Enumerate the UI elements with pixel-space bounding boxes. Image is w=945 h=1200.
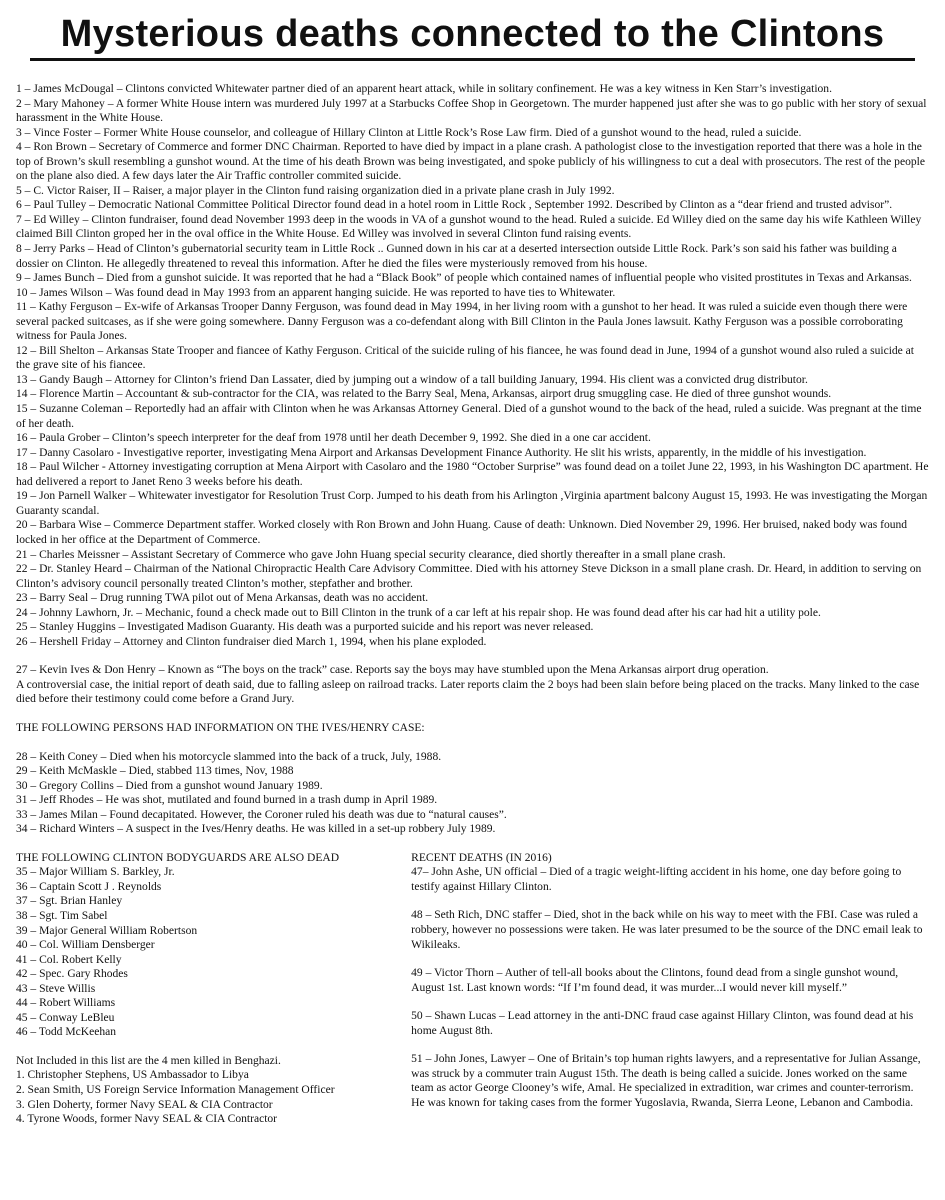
list-item: 8 – Jerry Parks – Head of Clinton’s gubernatorial security team in Little Rock .. Gunned down in his car at a deserted intersection outside Little Rock. Park’s son said his father was building a dossier on Clinton. He allegedly threatened to reveal this information. After he died the files were mysteriously removed from his house. [16, 243, 897, 270]
list-item-continued: A controversial case, the initial report of death said, due to falling asleep on railroad tracks. Later reports claim the 2 boys had been slain before being placed on the tracks. Many linked to the case died before their testimony could come before a Grand Jury. [16, 678, 920, 706]
list-item: 1. Christopher Stephens, US Ambassador to Libya [16, 1069, 249, 1082]
list-item: 39 – Major General William Robertson [16, 924, 198, 937]
list-item: 30 – Gregory Collins – Died from a gunshot wound January 1989. [16, 779, 323, 792]
list-item: 18 – Paul Wilcher - Attorney investigating corruption at Mena Airport with Casolaro and the 1980 “October Surprise” was found dead on a toilet June 22, 1993, in his Washington DC apartment. He had delivered a report to Janet Reno 3 weeks before his death. [16, 461, 929, 488]
ives-list [16, 750, 929, 837]
list-item: 41 – Col. Robert Kelly [16, 953, 122, 966]
list-item: 34 – Richard Winters – A suspect in the Ives/Henry deaths. He was killed in a set-up robbery July 1989. [16, 823, 496, 836]
list-item: 22 – Dr. Stanley Heard – Chairman of the National Chiropractic Health Care Advisory Committee. Died with his attorney Steve Dickson in a small plane crash. Dr. Heard, in addition to serving on Clinton’s advisory council personally treated Clinton’s mother, stepfather and brother. [16, 563, 922, 590]
list-item: 6 – Paul Tulley – Democratic National Committee Political Director found dead in a hotel room in Little Rock , September 1992. Described by Clinton as a “dear friend and trusted advisor”. [16, 199, 893, 212]
list-item: 7 – Ed Willey – Clinton fundraiser, found dead November 1993 deep in the woods in VA of a gunshot wound to the head. Ruled a suicide. Ed Willey died on the same day his wife Kathleen Willey claimed Bill Clinton groped her in the oval office in the White House. Ed Willey was involved in several Clinton fund raising events. [16, 213, 922, 241]
list-item: 26 – Hershell Friday – Attorney and Clinton fundraiser died March 1, 1994, when his plane exploded. [16, 635, 487, 648]
list-item: 9 – James Bunch – Died from a gunshot suicide. It was reported that he had a “Black Book” of people which contained names of influential people who visited prostitutes in Texas and Arkansas. [16, 272, 912, 285]
list-item: 38 – Sgt. Tim Sabel [16, 909, 108, 922]
benghazi-intro: Not Included in this list are the 4 men killed in Benghazi. [16, 1054, 281, 1067]
list-item: 2 – Mary Mahoney – A former White House intern was murdered July 1997 at a Starbucks Coffee Shop in Georgetown. The murder happened just after she was to go public with her story of sexual harassment in the White House. [16, 97, 927, 125]
list-item: 2. Sean Smith, US Foreign Service Information Management Officer [16, 1084, 335, 1096]
list-item: 11 – Kathy Ferguson – Ex-wife of Arkansas Trooper Danny Ferguson, was found dead in May 1994, in her living room with a gunshot to her head. It was ruled a suicide even though there were several packed suitcases, as if she were going somewhere. Danny Ferguson was a co-defendant along with Bill Clinton in the Paula Jones lawsuit. Kathy Ferguson was a possible corroborating witness for Paula Jones. [16, 301, 908, 343]
list-item: 3 – Vince Foster – Former White House counselor, and colleague of Hillary Clinton at Little Rock’s Rose Law firm. Died of a gunshot wound to the head, ruled a suicide. [16, 126, 802, 139]
page-title: Mysterious deaths connected to the Clintons [60, 13, 885, 55]
list-item: 50 – Shawn Lucas – Lead attorney in the anti-DNC fraud case against Hillary Clinton, was found dead at his home August 8th. [411, 1010, 914, 1037]
list-item: 51 – John Jones, Lawyer – One of Britain’s top human rights lawyers, and a representative for Julian Assange, was struck by a commuter train August 15th. The death is being called a suicide. Jones worked on the same team as actor George Clooney’s wife, Amal. He specialized in extradition, war crimes and counter-terrorism. He was known for taking cases from the former Yugoslavia, Rwanda, Sierra Leone, Lebanon and Cambodia. [411, 1053, 921, 1109]
list-item: 28 – Keith Coney – Died when his motorcycle slammed into the back of a truck, July, 1988. [16, 750, 442, 763]
list-item: 43 – Steve Willis [16, 982, 96, 995]
list-item: 45 – Conway LeBleu [16, 1011, 115, 1024]
list-item: 1 – James McDougal – Clintons convicted Whitewater partner died of an apparent heart attack, while in solitary confinement. He was a key witness in Ken Starr’s investigation. [16, 83, 832, 95]
list-item: 48 – Seth Rich, DNC staffer – Died, shot in the back while on his way to meet with the FBI. Case was ruled a robbery, however no possessions were taken. He was later presumed to be the source of the DNC email leak to Wikileaks. [411, 909, 923, 951]
recent-heading: RECENT DEATHS (IN 2016) [411, 851, 552, 864]
list-item: 13 – Gandy Baugh – Attorney for Clinton’s friend Dan Lassater, died by jumping out a window of a tall building January, 1994. His client was a convicted drug distributor. [16, 373, 808, 386]
list-item: 15 – Suzanne Coleman – Reportedly had an affair with Clinton when he was Arkansas Attorney General. Died of a gunshot wound to the back of the head, ruled a suicide. Was pregnant at the time of her death. [16, 403, 922, 430]
title-underline [30, 58, 915, 61]
benghazi-list [16, 1068, 411, 1126]
list-item: 46 – Todd McKeehan [16, 1026, 116, 1039]
left-column [16, 851, 411, 1127]
ives-heading: THE FOLLOWING PERSONS HAD INFORMATION ON THE IVES/HENRY CASE: [16, 721, 425, 734]
list-item: 40 – Col. William Densberger [16, 939, 155, 952]
list-item: 31 – Jeff Rhodes – He was shot, mutilated and found burned in a trash dump in April 1989. [16, 794, 438, 807]
list-item: 5 – C. Victor Raiser, II – Raiser, a major player in the Clinton fund raising organization died in a private plane crash in July 1992. [16, 184, 615, 197]
list-item: 37 – Sgt. Brian Hanley [16, 895, 123, 908]
bodyguards-list [16, 865, 411, 1040]
list-item: 21 – Charles Meissner – Assistant Secretary of Commerce who gave John Huang special security clearance, died shortly thereafter in a small plane crash. [16, 548, 726, 561]
list-item: 10 – James Wilson – Was found dead in May 1993 from an apparent hanging suicide. He was reported to have ties to Whitewater. [16, 286, 616, 299]
list-item: 14 – Florence Martin – Accountant & sub-contractor for the CIA, was related to the Barry Seal, Mena, Arkansas, airport drug smuggling case. He died of three gunshot wounds. [16, 388, 832, 401]
list-item: 36 – Captain Scott J . Reynolds [16, 880, 162, 893]
list-item: 49 – Victor Thorn – Auther of tell-all books about the Clintons, found dead from a single gunshot wound, August 1st. Last known words: “If I’m found dead, it was murder...I would never kill myself.” [411, 967, 899, 994]
list-item: 19 – Jon Parnell Walker – Whitewater investigator for Resolution Trust Corp. Jumped to his death from his Arlington ,Virginia apartment balcony August 15, 1993. He was investigating the Morgan Guaranty scandal. [16, 490, 928, 517]
list-item: 29 – Keith McMaskle – Died, stabbed 113 times, Nov, 1988 [16, 765, 294, 778]
list-item: 20 – Barbara Wise – Commerce Department staffer. Worked closely with Ron Brown and John Huang. Cause of death: Unknown. Died November 29, 1996. Her bruised, naked body was found locked in her office at the Department of Commerce. [16, 519, 908, 546]
entry-27 [16, 663, 929, 707]
list-item: 3. Glen Doherty, former Navy SEAL & CIA Contractor [16, 1098, 273, 1111]
list-item: 4. Tyrone Woods, former Navy SEAL & CIA Contractor [16, 1113, 278, 1126]
two-column-section [16, 851, 929, 1127]
list-item: 27 – Kevin Ives & Don Henry – Known as “The boys on the track” case. Reports say the boys may have stumbled upon the Mena Arkansas airport drug operation. [16, 664, 769, 677]
list-item: 42 – Spec. Gary Rhodes [16, 968, 128, 981]
list-item: 35 – Major William S. Barkley, Jr. [16, 866, 175, 879]
bodyguards-heading: THE FOLLOWING CLINTON BODYGUARDS ARE ALSO DEAD [16, 851, 340, 864]
list-item: 12 – Bill Shelton – Arkansas State Trooper and fiancee of Kathy Ferguson. Critical of the suicide ruling of his fiancee, he was found dead in June, 1994 of a gunshot wound also ruled a suicide at the grave site of his fiancee. [16, 344, 915, 372]
list-item: 25 – Stanley Huggins – Investigated Madison Guaranty. His death was a purported suicide and his report was never released. [16, 621, 594, 634]
list-item: 17 – Danny Casolaro - Investigative reporter, investigating Mena Airport and Arkansas Development Finance Authority. He slit his wrists, apparently, in the middle of his investigation. [16, 446, 867, 459]
list-item: 44 – Robert Williams [16, 997, 116, 1010]
list-item: 4 – Ron Brown – Secretary of Commerce and former DNC Chairman. Reported to have died by impact in a plane crash. A pathologist close to the investigation reported that there was a hole in the top of Brown’s skull resembling a gunshot wound. At the time of his death Brown was being investigated, and spoke publicly of his willingness to cut a deal with prosecutors. The rest of the people on the plane also died. A few days later the Air Traffic controller commited suicide. [16, 141, 925, 183]
list-item: 24 – Johnny Lawhorn, Jr. – Mechanic, found a check made out to Bill Clinton in the trunk of a car left at his repair shop. He was found dead after his car had hit a utility pole. [16, 606, 821, 619]
list-item: 16 – Paula Grober – Clinton’s speech interpreter for the deaf from 1978 until her death December 9, 1992. She died in a one car accident. [16, 432, 651, 445]
list-item: 23 – Barry Seal – Drug running TWA pilot out of Mena Arkansas, death was no accident. [16, 592, 429, 605]
list-item: 47– John Ashe, UN official – Died of a tragic weight-lifting accident in his home, one day before going to testify against Hillary Clinton. [411, 866, 902, 893]
right-column [411, 851, 929, 1127]
entries-list [16, 82, 929, 649]
list-item: 33 – James Milan – Found decapitated. However, the Coroner ruled his death was due to “natural causes”. [16, 808, 507, 821]
